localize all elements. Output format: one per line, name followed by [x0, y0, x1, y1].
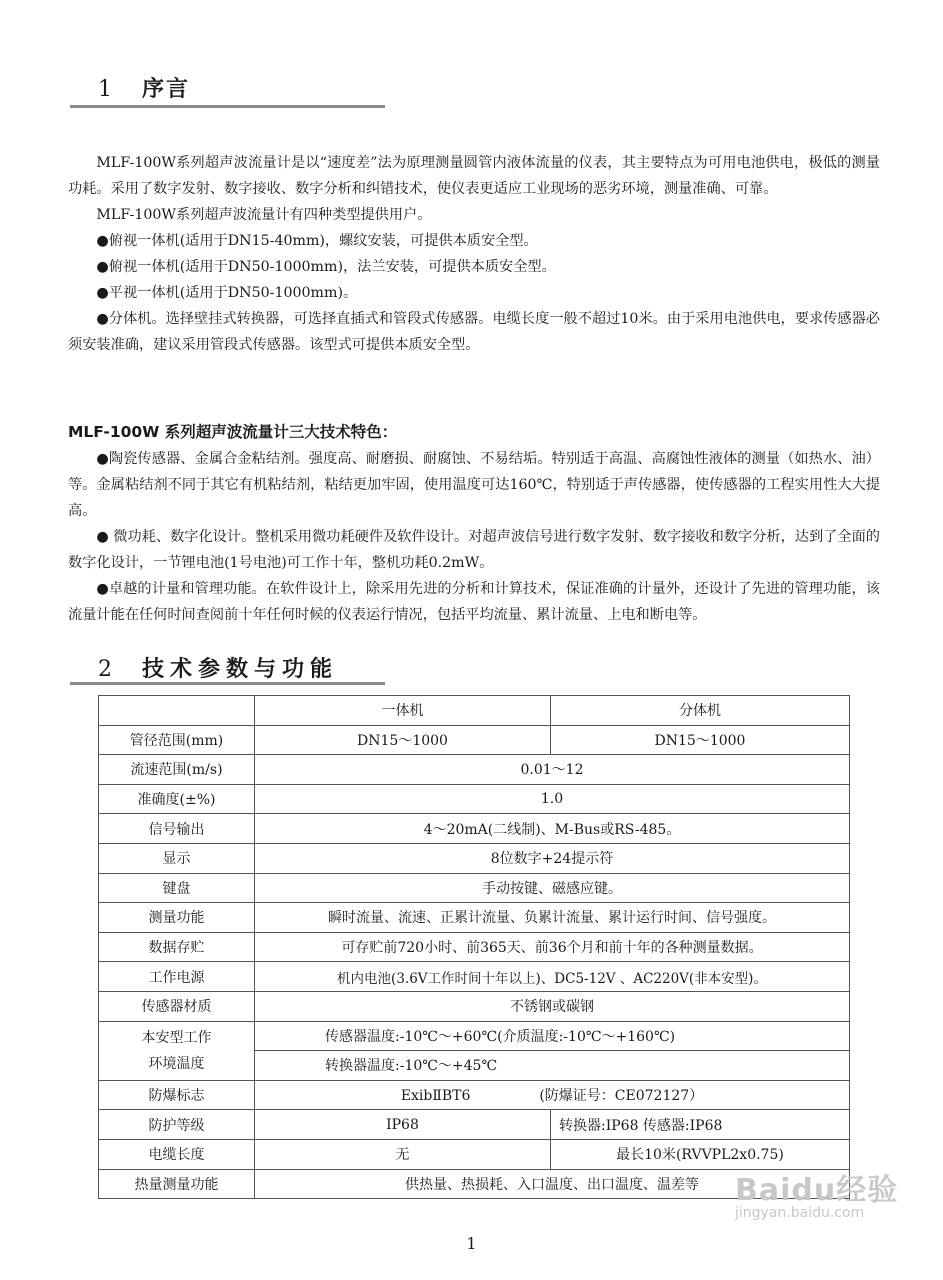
section-2-heading: [98, 652, 338, 683]
cell-value: 传感器温度:-10℃～+60℃(介质温度:-10℃～+160℃): [255, 1021, 850, 1051]
row-label: 显示: [99, 843, 255, 873]
cell-value: 转换器温度:-10℃～+45℃: [255, 1051, 850, 1081]
cell-value: 1.0: [255, 784, 850, 814]
cell-value: 供热量、热损耗、入口温度、出口温度、温差等: [255, 1169, 850, 1199]
table-row: [99, 932, 850, 962]
cell-value: 无: [255, 1139, 551, 1169]
cell-value: DN15～1000: [551, 725, 850, 755]
table-row: [99, 784, 850, 814]
row-label: 键盘: [99, 873, 255, 903]
table-row: [99, 1110, 850, 1140]
section-title: 序言: [142, 76, 191, 102]
cell-value: 手动按键、磁感应键。: [255, 873, 850, 903]
cell-value: 最长10米(RVVPL2x0.75): [551, 1139, 850, 1169]
row-label: 测量功能: [99, 903, 255, 933]
table-row: [99, 1080, 850, 1110]
cell-value: 转换器:IP68 传感器:IP68: [551, 1110, 850, 1140]
table-row: [99, 1021, 850, 1051]
table-row: [99, 962, 850, 992]
cell-value: IP68: [255, 1110, 551, 1140]
type-bullet: ●平视一体机(适用于DN50-1000mm)。: [96, 285, 358, 301]
cell-value: [255, 1080, 850, 1110]
row-label: 热量测量功能: [99, 1169, 255, 1199]
spec-table: [98, 695, 850, 1199]
watermark: [735, 1165, 898, 1221]
table-row: [99, 843, 850, 873]
section-number: 1: [98, 77, 114, 102]
row-label: 流速范围(m/s): [99, 755, 255, 785]
features-block: [68, 446, 880, 628]
row-label: 防爆标志: [99, 1080, 255, 1110]
cell-value: 机内电池(3.6V工作时间十年以上)、DC5-12V 、AC220V(非本安型)。: [255, 962, 850, 992]
table-row: [99, 814, 850, 844]
column-header-split: 分体机: [551, 696, 850, 726]
type-bullet: ●分体机。选择壁挂式转换器，可选择直插式和管段式传感器。电缆长度一般不超过10米。由于采用电池供电，要求传感器必须安装准确，建议采用管段式传感器。该型式可提供本质安全型。: [68, 311, 880, 353]
cell-value: 8位数字+24提示符: [255, 843, 850, 873]
table-row: [99, 755, 850, 785]
section-1-heading: [98, 72, 190, 103]
row-label: [99, 1021, 255, 1080]
cell-value: DN15～1000: [255, 725, 551, 755]
watermark-brand: Baidu经验: [735, 1173, 899, 1208]
type-bullet: ●俯视一体机(适用于DN15-40mm)，螺纹安装，可提供本质安全型。: [96, 233, 538, 249]
intro-types-line: MLF-100W系列超声波流量计有四种类型提供用户。: [96, 207, 432, 223]
intro-paragraph: MLF-100W系列超声波流量计是以“速度差”法为原理测量圆管内液体流量的仪表，其主要特点为可用电池供电，极低的测量功耗。采用了数字发射、数字接收、数字分析和纠错技术，使仪表更适应工业现场的恶劣环境，测量准确、可靠。: [68, 155, 880, 197]
section-1-rule: [70, 105, 385, 108]
table-row: [99, 873, 850, 903]
section-number: 2: [98, 657, 114, 682]
column-header-integrated: 一体机: [255, 696, 551, 726]
row-label: 信号输出: [99, 814, 255, 844]
row-label-line: 环境温度: [148, 1055, 205, 1072]
row-label-line: 本安型工作: [141, 1029, 212, 1046]
section-2-rule: [70, 682, 385, 685]
section-title: 技术参数与功能: [142, 656, 339, 682]
table-row: [99, 725, 850, 755]
row-label: 准确度(±%): [99, 784, 255, 814]
row-label: 管径范围(mm): [99, 725, 255, 755]
cell-value: 0.01～12: [255, 755, 850, 785]
features-heading: MLF-100W 系列超声波流量计三大技术特色：: [68, 423, 398, 441]
feature-item: ●陶瓷传感器、金属合金粘结剂。强度高、耐磨损、耐腐蚀、不易结垢。特别适于高温、高腐蚀性液体的测量（如热水、油）等。金属粘结剂不同于其它有机粘结剂，粘结更加牢固，使用温度可达160℃，特别适于声传感器，使传感器的工程实用性大大提高。: [68, 451, 880, 519]
feature-item: ●卓越的计量和管理功能。在软件设计上，除采用先进的分析和计算技术，保证准确的计量外，还设计了先进的管理功能，该流量计能在任何时间查阅前十年任何时候的仪表运行情况，包括平均流量、累计流量、上电和断电等。: [68, 581, 880, 623]
cell-value: 4～20mA(二线制)、M-Bus或RS-485。: [255, 814, 850, 844]
row-label: 数据存贮: [99, 932, 255, 962]
cell-value: 瞬时流量、流速、正累计流量、负累计流量、累计运行时间、信号强度。: [255, 903, 850, 933]
intro-block: [68, 150, 880, 358]
explosion-cert: (防爆证号：CE072127）: [539, 1088, 704, 1105]
row-label: 电缆长度: [99, 1139, 255, 1169]
cell-value: 不锈钢或碳钢: [255, 991, 850, 1021]
table-header-row: [99, 696, 850, 726]
type-bullet: ●俯视一体机(适用于DN50-1000mm)，法兰安装，可提供本质安全型。: [96, 259, 556, 275]
table-row: [99, 991, 850, 1021]
cell-value: 可存贮前720小时、前365天、前36个月和前十年的各种测量数据。: [255, 932, 850, 962]
watermark-url: jingyan.baidu.com: [735, 1205, 865, 1221]
row-label: 防护等级: [99, 1110, 255, 1140]
page-number: 1: [466, 1234, 477, 1253]
row-label: 传感器材质: [99, 991, 255, 1021]
feature-item: ● 微功耗、数字化设计。整机采用微功耗硬件及软件设计。对超声波信号进行数字发射、数字接收和数字分析，达到了全面的数字化设计，一节锂电池(1号电池)可工作十年，整机功耗0.2mW。: [68, 529, 880, 571]
table-corner-cell: [99, 696, 255, 726]
table-row: [99, 903, 850, 933]
explosion-mark: ExibⅡBT6: [400, 1088, 471, 1105]
row-label: 工作电源: [99, 962, 255, 992]
